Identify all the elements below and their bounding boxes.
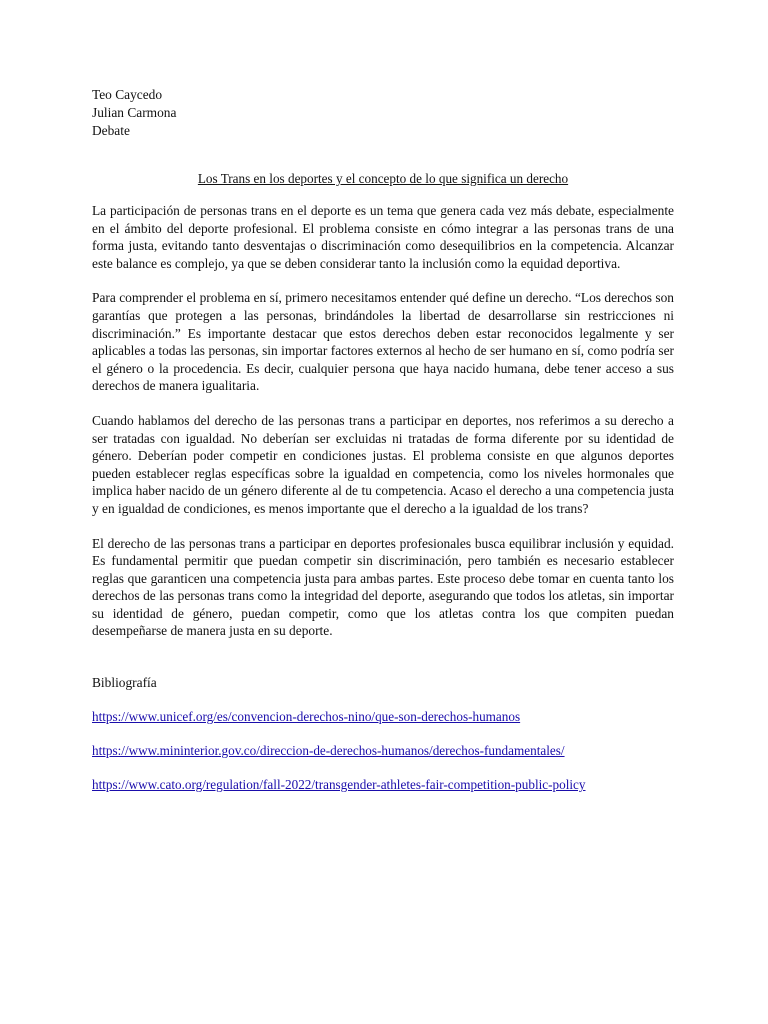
paragraph-introduction: La participación de personas trans en el deporte es un tema que genera cada vez más debate, especialmente en el ámbito del deporte profesional. El problema consiste en cómo integrar a las personas trans de una forma justa, evitando tanto desventajas o discriminación como desequilibrios en la competencia. Alcanzar este balance es complejo, ya que se deben considerar tanto la inclusión como la equidad deportiva. [92,203,674,271]
bibliography-link-mininterior[interactable]: https://www.mininterior.gov.co/direccion-de-derechos-humanos/derechos-fundamentales/ [92,743,565,759]
author-name-2: Julian Carmona [92,105,177,120]
paragraph-definition-of-right: Para comprender el problema en sí, primero necesitamos entender qué define un derecho. “Los derechos son garantías que protegen a las personas, brindándoles la libertad de desarrollarse sin restricciones ni discriminación.” Es importante destacar que estos derechos deben estar reconocidos legalmente y ser aplicables a todas las personas, sin importar factores externos al hecho de ser humano en sí, como podría ser el género o la procedencia. Es decir, cualquier persona que haya nacido humana, debe tener acceso a sus derechos de manera igualitaria. [92,290,674,394]
paragraph-conclusion: El derecho de las personas trans a participar en deportes profesionales busca equilibrar inclusión y equidad. Es fundamental permitir que puedan competir sin discriminación, pero también es necesario establecer reglas que garanticen una competencia justa para ambas partes. Este proceso debe tomar en cuenta tanto los derechos de las personas trans como la integridad del deporte, asegurando que todos los atletas, sin importar su identidad de género, puedan competir, como que los atletas contra los que compiten puedan desempeñarse de manera justa en su deporte. [92,535,674,639]
document-subject: Debate [92,123,130,138]
bibliography-heading: Bibliografía [92,675,157,691]
bibliography-link-cato[interactable]: https://www.cato.org/regulation/fall-2022/transgender-athletes-fair-competition-public-policy [92,777,586,793]
header-block [92,86,674,140]
document-body [92,86,674,794]
author-name-1: Teo Caycedo [92,87,163,102]
bibliography-link-unicef[interactable]: https://www.unicef.org/es/convencion-derechos-nino/que-son-derechos-humanos [92,709,521,725]
paragraph-trans-rights-in-sport: Cuando hablamos del derecho de las personas trans a participar en deportes, nos referimos a su derecho a ser tratadas con igualdad. No deberían ser excluidas ni tratadas de forma diferente por su identidad de género. Deberían poder competir en condiciones justas. El problema consiste en que algunos deportes pueden establecer reglas específicas sobre la igualdad en competencia, como los niveles hormonales que implica haber nacido de un género diferente al de tu competencia. Acaso el derecho a una competencia justa y en igualdad de condiciones, es menos importante que el derecho a la igualdad de los trans? [92,412,674,516]
document-title: Los Trans en los deportes y el concepto de lo que significa un derecho [197,171,569,186]
